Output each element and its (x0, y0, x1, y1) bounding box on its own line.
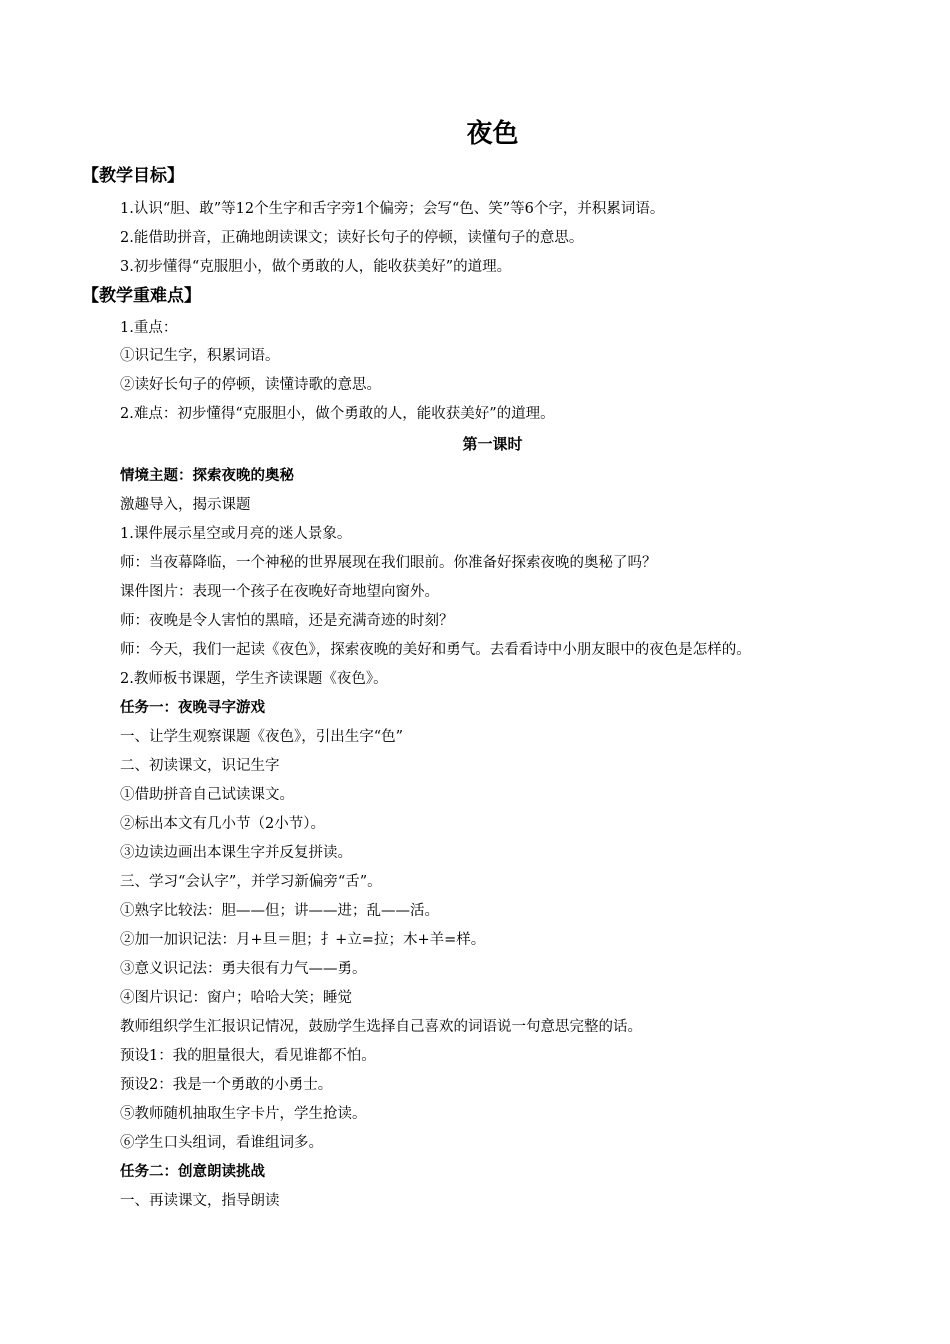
body-paragraph: 师：夜晚是令人害怕的黑暗，还是充满奇迹的时刻？ (120, 613, 454, 629)
document-title: 夜色 (466, 119, 519, 149)
body-paragraph: ④图片识记：窗户；哈哈大笑；睡觉 (120, 990, 352, 1006)
body-paragraph: 一、让学生观察课题《夜色》，引出生字“色” (120, 729, 404, 745)
body-paragraph: ①熟字比较法：胆——但；讲——进；乱——活。 (120, 903, 439, 919)
body-paragraph: 三、学习“会认字”，并学习新偏旁“舌”。 (120, 874, 382, 890)
body-paragraph: 2.教师板书课题，学生齐读课题《夜色》。 (120, 671, 388, 687)
body-paragraph: 师：当夜幕降临，一个神秘的世界展现在我们眼前。你准备好探索夜晚的奥秘了吗？ (120, 555, 657, 571)
body-paragraph: 教师组织学生汇报识记情况，鼓励学生选择自己喜欢的词语说一句意思完整的话。 (120, 1019, 642, 1035)
body-paragraph: 师：今天，我们一起读《夜色》，探索夜晚的美好和勇气。去看看诗中小朋友眼中的夜色是怎样的。 (120, 642, 751, 658)
body-paragraph: ②加一加识记法：月+旦＝胆；扌+立=拉；木+羊=样。 (120, 932, 486, 948)
key-point-item: ①识记生字，积累词语。 (120, 348, 280, 364)
body-paragraph: 二、初读课文，识记生字 (120, 758, 280, 774)
body-paragraph: 一、再读课文，指导朗读 (120, 1193, 280, 1209)
body-paragraph: ③边读边画出本课生字并反复拼读。 (120, 845, 352, 861)
body-paragraph: ③意义识记法：勇夫很有力气——勇。 (120, 961, 367, 977)
objective-item: 3.初步懂得“克服胆小，做个勇敢的人，能收获美好”的道理。 (120, 259, 512, 275)
task-heading: 情境主题：探索夜晚的奥秘 (120, 468, 294, 484)
body-paragraph: ⑤教师随机抽取生字卡片，学生抢读。 (120, 1106, 367, 1122)
key-point-item: ②读好长句子的停顿，读懂诗歌的意思。 (120, 377, 381, 393)
objective-item: 2.能借助拼音，正确地朗读课文；读好长句子的停顿，读懂句子的意思。 (120, 230, 584, 246)
body-paragraph: 预设2：我是一个勇敢的小勇士。 (120, 1077, 333, 1093)
body-paragraph: 预设1：我的胆量很大，看见谁都不怕。 (120, 1048, 376, 1064)
body-paragraph: 1.课件展示星空或月亮的迷人景象。 (120, 526, 352, 542)
lesson-title: 第一课时 (462, 435, 523, 453)
objectives-heading: 【教学目标】 (82, 166, 184, 186)
body-paragraph: ⑥学生口头组词，看谁组词多。 (120, 1135, 323, 1151)
body-paragraph: ①借助拼音自己试读课文。 (120, 787, 294, 803)
key-point-item: 1.重点： (120, 320, 178, 336)
body-paragraph: ②标出本文有几小节（2小节）。 (120, 816, 325, 832)
body-paragraph: 激趣导入，揭示课题 (120, 497, 251, 513)
body-paragraph: 课件图片：表现一个孩子在夜晚好奇地望向窗外。 (120, 584, 439, 600)
objective-item: 1.认识“胆、敢”等12个生字和舌字旁1个偏旁；会写“色、笑”等6个字，并积累词语。 (120, 201, 665, 217)
task-heading: 任务一：夜晚寻字游戏 (120, 700, 265, 716)
task-heading: 任务二：创意朗读挑战 (120, 1164, 265, 1180)
key-points-heading: 【教学重难点】 (82, 286, 201, 306)
key-point-item: 2.难点：初步懂得“克服胆小，做个勇敢的人，能收获美好”的道理。 (120, 406, 555, 422)
